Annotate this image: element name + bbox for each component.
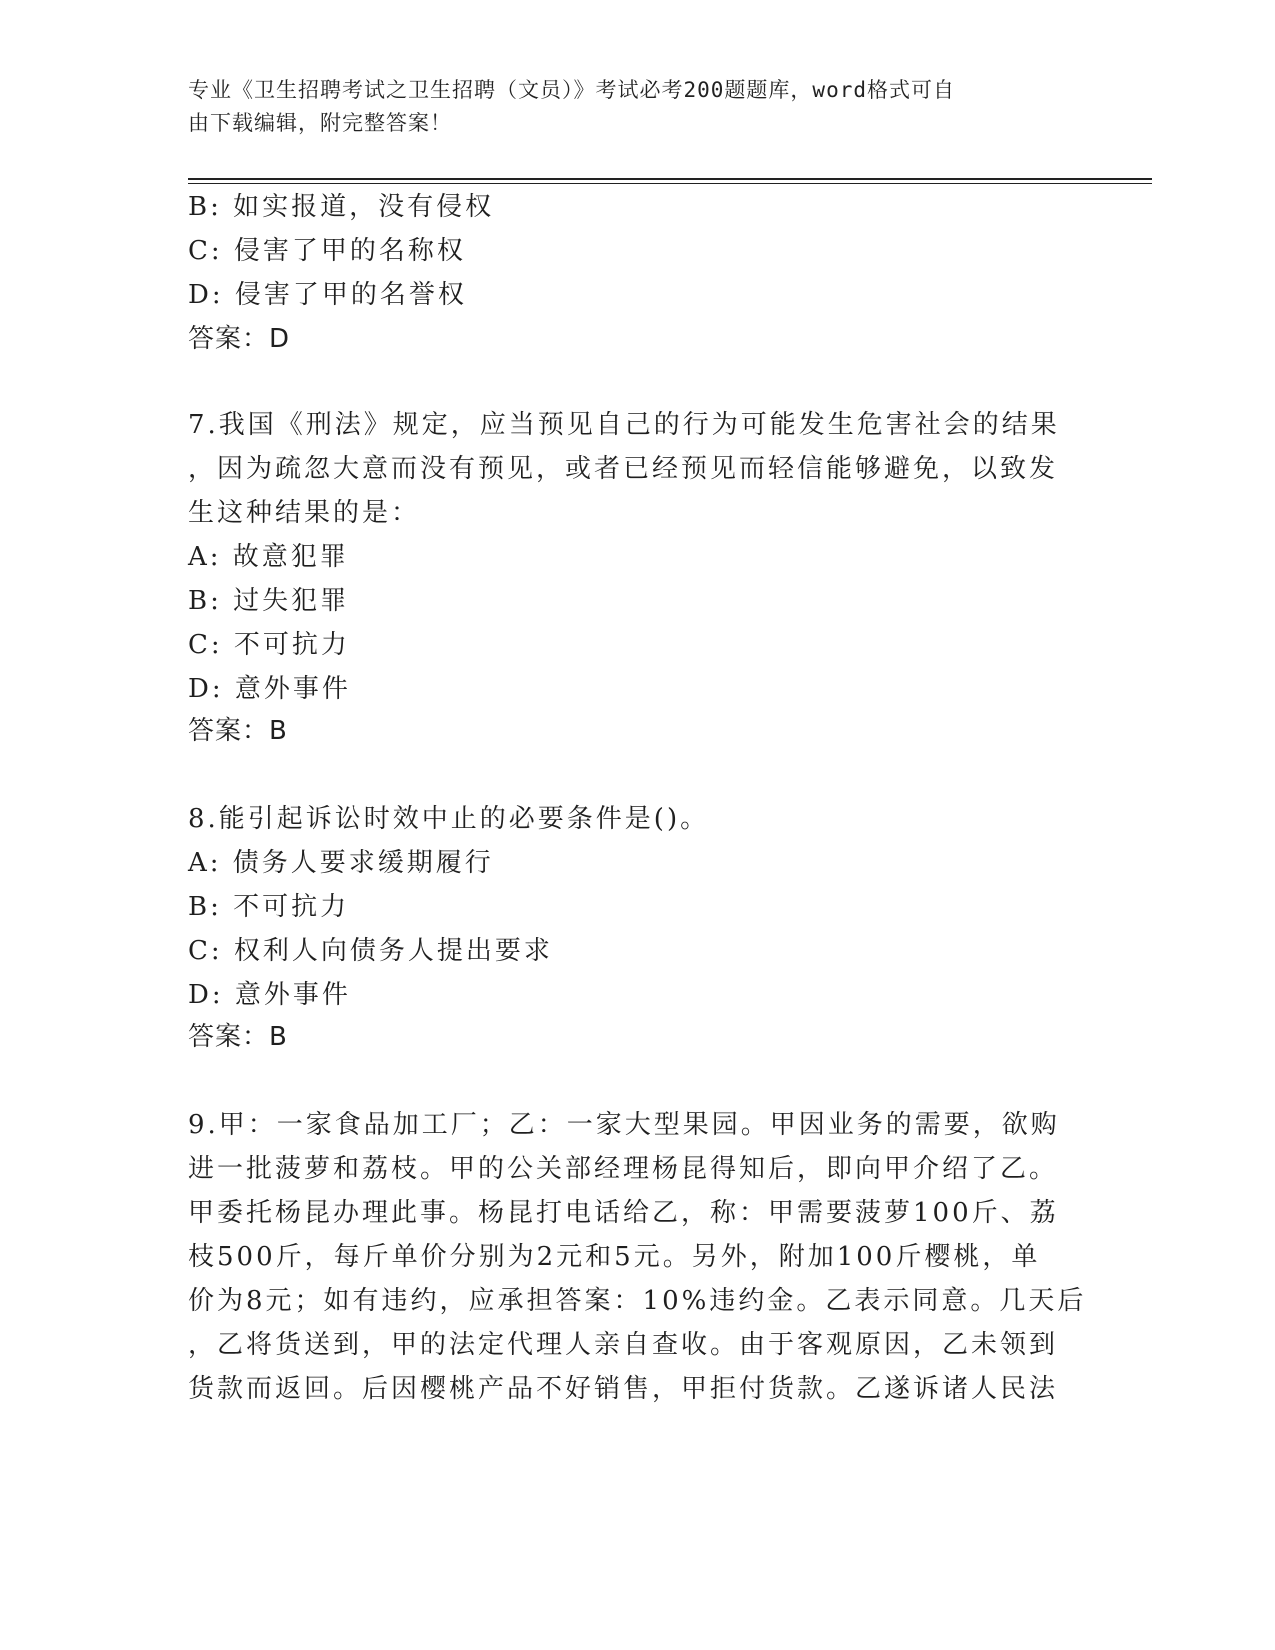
q8-stem-line-1: 8.能引起诉讼时效中止的必要条件是()。 [188, 804, 710, 834]
q9-stem-line-5: 价为8元；如有违约，应承担答案：10%违约金。乙表示同意。几天后 [188, 1286, 1087, 1316]
q7-answer: 答案：B [188, 716, 288, 746]
q7-stem-line-3: 生这种结果的是： [188, 498, 421, 528]
q9-stem-line-7: 货款而返回。后因樱桃产品不好销售，甲拒付货款。乙遂诉诸人民法 [188, 1374, 1059, 1404]
q8-option-c: C: 权利人向债务人提出要求 [188, 936, 553, 966]
q9-stem-line-2: 进一批菠萝和荔枝。甲的公关部经理杨昆得知后，即向甲介绍了乙。 [188, 1154, 1059, 1184]
q6-option-c: C: 侵害了甲的名称权 [188, 236, 466, 266]
q8-option-d: D: 意外事件 [188, 980, 351, 1010]
header-line-1: 专业《卫生招聘考试之卫生招聘（文员）》考试必考200题题库，word格式可自 [188, 78, 955, 102]
q6-option-b: B: 如实报道，没有侵权 [188, 192, 495, 222]
q9-stem-line-6: ，乙将货送到，甲的法定代理人亲自查收。由于客观原因，乙未领到 [188, 1330, 1059, 1360]
q6-option-d: D: 侵害了甲的名誉权 [188, 280, 467, 310]
q9-stem-line-3: 甲委托杨昆办理此事。杨昆打电话给乙，称：甲需要菠萝100斤、荔 [188, 1198, 1059, 1228]
q6-answer: 答案：D [188, 324, 291, 354]
header-divider-thick [188, 178, 1152, 180]
q9-stem-line-4: 枝500斤，每斤单价分别为2元和5元。另外，附加100斤樱桃，单 [188, 1242, 1041, 1272]
q7-stem-line-2: ，因为疏忽大意而没有预见，或者已经预见而轻信能够避免，以致发 [188, 454, 1059, 484]
q9-stem-line-1: 9.甲：一家食品加工厂；乙：一家大型果园。甲因业务的需要，欲购 [188, 1110, 1060, 1140]
q7-option-d: D: 意外事件 [188, 674, 351, 704]
q8-option-a: A: 债务人要求缓期履行 [188, 848, 494, 878]
header-divider-thin [188, 183, 1152, 184]
q8-answer: 答案：B [188, 1022, 288, 1052]
q7-option-b: B: 过失犯罪 [188, 586, 350, 616]
q7-option-a: A: 故意犯罪 [188, 542, 349, 572]
q7-option-c: C: 不可抗力 [188, 630, 350, 660]
q8-option-b: B: 不可抗力 [188, 892, 350, 922]
page-header [188, 74, 1068, 140]
q7-stem-line-1: 7.我国《刑法》规定，应当预见自己的行为可能发生危害社会的结果 [188, 410, 1060, 440]
header-line-2: 由下载编辑，附完整答案！ [188, 111, 452, 135]
